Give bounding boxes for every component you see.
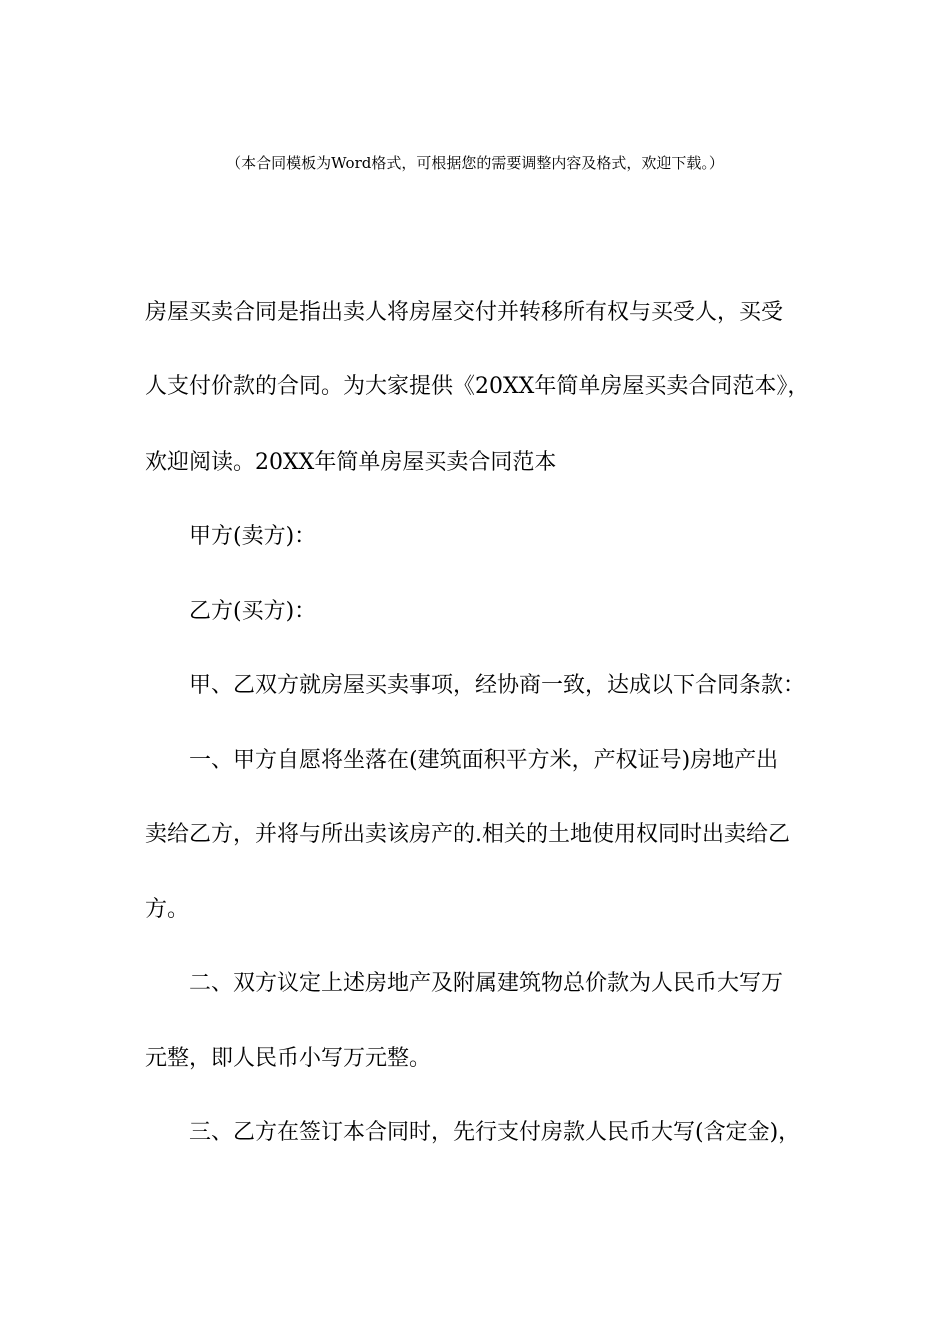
clause-2-line-1: 二、双方议定上述房地产及附属建筑物总价款为人民币大写万	[189, 971, 784, 996]
clause-1-line-2: 卖给乙方，并将与所出卖该房产的.相关的土地使用权同时出卖给乙	[145, 822, 790, 847]
clause-3-line-1: 三、乙方在签订本合同时，先行支付房款人民币大写(含定金)，	[189, 1120, 801, 1145]
clause-1-line-3: 方。	[145, 897, 190, 922]
intro-line-1: 房屋买卖合同是指出卖人将房屋交付并转移所有权与买受人，买受	[145, 300, 784, 325]
intro-line-2: 人支付价款的合同。为大家提供《20XX年简单房屋买卖合同范本》，	[145, 374, 810, 399]
clause-2-line-2: 元整，即人民币小写万元整。	[145, 1046, 432, 1071]
party-b-buyer: 乙方(买方)：	[189, 599, 317, 624]
party-a-seller: 甲方(卖方)：	[189, 524, 317, 549]
agreement-preamble: 甲、乙双方就房屋买卖事项，经协商一致，达成以下合同条款：	[189, 673, 806, 698]
intro-line-3: 欢迎阅读。20XX年简单房屋买卖合同范本	[145, 450, 557, 475]
clause-1-line-1: 一、甲方自愿将坐落在(建筑面积平方米，产权证号)房地产出	[189, 748, 779, 773]
template-notice: （本合同模板为Word格式，可根据您的需要调整内容及格式，欢迎下载。）	[226, 154, 724, 172]
